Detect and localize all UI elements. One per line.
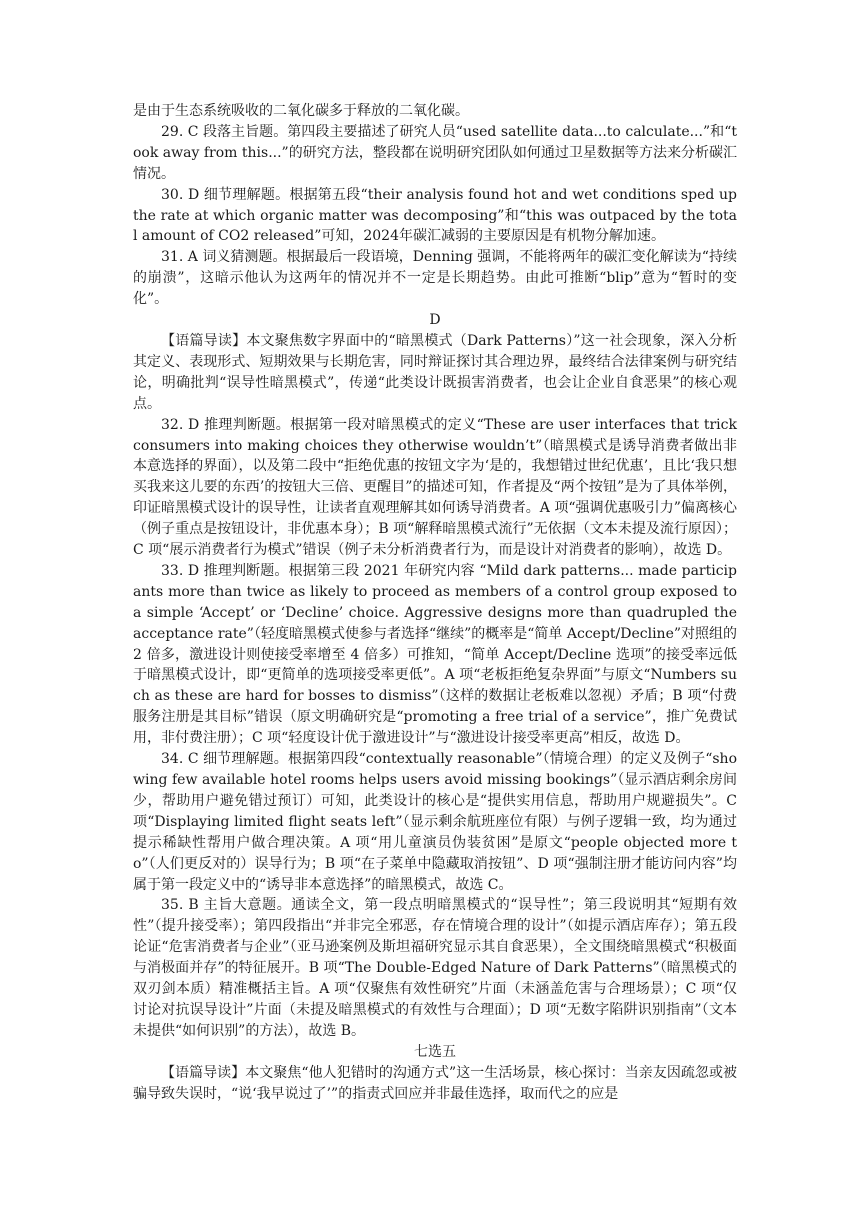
answer-34: 34. C 细节理解题。根据第四段“contextually reasonable”（情境合理）的定义及例子“showing few available hotel rooms helps users avoid missing bookings”（显示酒店剩余房间少，帮助用户避免错过预订）可知，此类设计的核心是“提供实用信息，帮助用户规避损失”。C 项“Displaying limited flight seats left”（显示剩余航班座位有限）与例子逻辑一致，均为通过提示稀缺性帮用户做合理决策。A 项“用儿童演员伪装贫困”是原文“people objected more to”（人们更反对的）误导行为；B 项“在子菜单中隐藏取消按钮”、D 项“强制注册才能访问内容”均属于第一段定义中的“诱导非本意选择”的暗黑模式，故选 C。 bbox=[133, 751, 737, 893]
answer-29: 29. C 段落主旨题。第四段主要描述了研究人员“used satellite data...to calculate...”和“took away from this...”的研究方法，整段都在说明研究团队如何通过卫星数据等方法来分析碳汇情况。 bbox=[133, 123, 737, 182]
answer-30: 30. D 细节理解题。根据第五段“their analysis found hot and wet conditions sped up the rate at which organic matter was decomposing”和“this was outpaced by the total amount of CO2 released”可知，2024年碳汇减弱的主要原因是有机物分解加速。 bbox=[133, 186, 737, 245]
answer-31: 31. A 词义猜测题。根据最后一段语境，Denning 强调，不能将两年的碳汇变化解读为“持续的崩溃”，这暗示他认为这两年的情况并不一定是长期趋势。由此可推断“blip”意为“暂时的变化”。 bbox=[133, 249, 737, 308]
section-heading-d: D bbox=[429, 312, 441, 329]
passage-guide-d: 【语篇导读】本文聚焦数字界面中的“暗黑模式（Dark Patterns）”这一社会现象，深入分析其定义、表现形式、短期效果与长期危害，同时辩证探讨其合理边界，最终结合法律案例与研究结论，明确批判“误导性暗黑模式”，传递“此类设计既损害消费者，也会让企业自食恶果”的核心观点。 bbox=[133, 332, 737, 412]
answer-33: 33. D 推理判断题。根据第三段 2021 年研究内容 “Mild dark patterns... made participants more than twice as likely to proceed as members of a control group exposed to a simple ‘Accept’ or ‘Decline’ choice. Aggressive designs more than quadrupled the acceptance rate”（轻度暗黑模式使参与者选择“继续”的概率是“简单 Accept/Decline”对照组的 2 倍多，激进设计则使接受率增至 4 倍多）可推知，“简单 Accept/Decline 选项”的接受率远低于暗黑模式设计，即“更简单的选项接受率更低”。A 项“老板拒绝复杂界面”与原文“Numbers such as these are hard for bosses to dismiss”（这样的数据让老板难以忽视）矛盾；B 项“付费服务注册是其目标”错误（原文明确研究是“promoting a free trial of a service”，推广免费试用，非付费注册）；C 项“轻度设计优于激进设计”与“激进设计接受率更高”相反，故选 D。 bbox=[133, 562, 738, 747]
answer-32: 32. D 推理判断题。根据第一段对暗黑模式的定义“These are user interfaces that trick consumers into making choices they otherwise wouldn’t”（暗黑模式是诱导消费者做出非本意选择的界面），以及第二段中“拒绝优惠的按钮文字为‘是的，我想错过世纪优惠’，且比‘我只想买我来这儿要的东西’的按钮大三倍、更醒目”的描述可知，作者提及“两个按钮”是为了具体举例，印证暗黑模式设计的误导性，让读者直观理解其如何诱导消费者。A 项“强调优惠吸引力”偏离核心（例子重点是按钮设计，非优惠本身）；B 项“解释暗黑模式流行”无依据（文本未提及流行原因）；C 项“展示消费者行为模式”错误（例子未分析消费者行为，而是设计对消费者的影响），故选 D。 bbox=[133, 416, 737, 559]
section-heading-seven-choose-five: 七选五 bbox=[414, 1043, 456, 1060]
paragraph-continuation: 是由于生态系统吸收的二氧化碳多于释放的二氧化碳。 bbox=[133, 103, 469, 119]
document-body bbox=[133, 101, 737, 1105]
passage-guide-seven-choose-five: 【语篇导读】本文聚焦“他人犯错时的沟通方式”这一生活场景，核心探讨：当亲友因疏忽或被骗导致失误时，“说‘我早说过了’”的指责式回应并非最佳选择，取而代之的应是 bbox=[133, 1064, 737, 1102]
answer-35: 35. B 主旨大意题。通读全文，第一段点明暗黑模式的“误导性”；第三段说明其“短期有效性”（提升接受率）；第四段指出“并非完全邪恶，存在情境合理的设计”（如提示酒店库存）；第五段论证“危害消费者与企业”（亚马逊案例及斯坦福研究显示其自食恶果），全文围绕暗黑模式“积极面与消极面并存”的特征展开。B 项“The Double-Edged Nature of Dark Patterns”（暗黑模式的双刃剑本质）精准概括主旨。A 项“仅聚焦有效性研究”片面（未涵盖危害与合理场景）；C 项“仅讨论对抗误导设计”片面（未提及暗黑模式的有效性与合理面）；D 项“无数字陷阱识别指南”（文本未提供“如何识别”的方法），故选 B。 bbox=[133, 897, 737, 1039]
